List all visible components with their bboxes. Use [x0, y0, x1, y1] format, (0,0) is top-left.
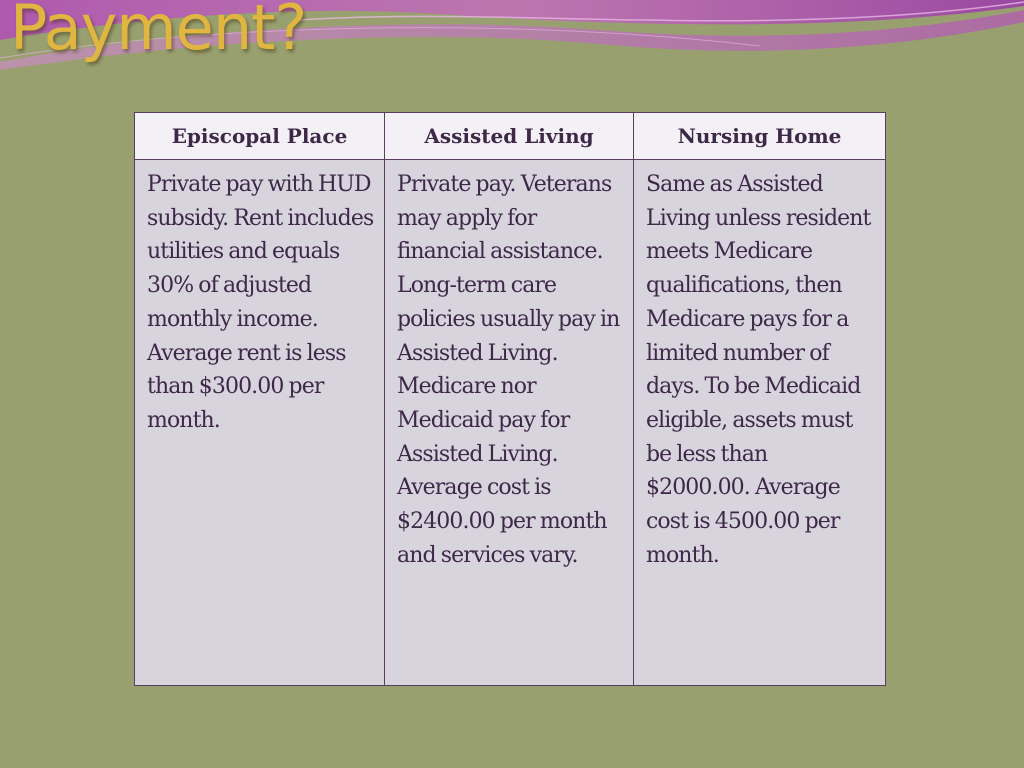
cell-assisted-living: Private pay. Veterans may apply for financial assistance. Long-term care policies usually pay in Assisted Living. Medicare nor Medicaid pay for Assisted Living. Average cost is $2400.00 per month and services vary. [385, 160, 634, 686]
payment-comparison-table [134, 112, 885, 686]
cell-nursing-home: Same as Assisted Living unless resident meets Medicare qualifications, then Medicare pays for a limited number of days. To be Medicaid eligible, assets must be less than $2000.00. Average cost is 4500.00 per month. [634, 160, 886, 686]
cell-episcopal-place: Private pay with HUD subsidy. Rent includes utilities and equals 30% of adjusted monthly income. Average rent is less than $300.00 per month. [135, 160, 385, 686]
page-title: Payment? [10, 0, 307, 64]
header-episcopal-place: Episcopal Place [135, 113, 385, 160]
header-nursing-home: Nursing Home [634, 113, 886, 160]
comparison-table [134, 112, 886, 686]
table-header-row [135, 113, 886, 160]
table-row [135, 160, 886, 686]
header-assisted-living: Assisted Living [385, 113, 634, 160]
